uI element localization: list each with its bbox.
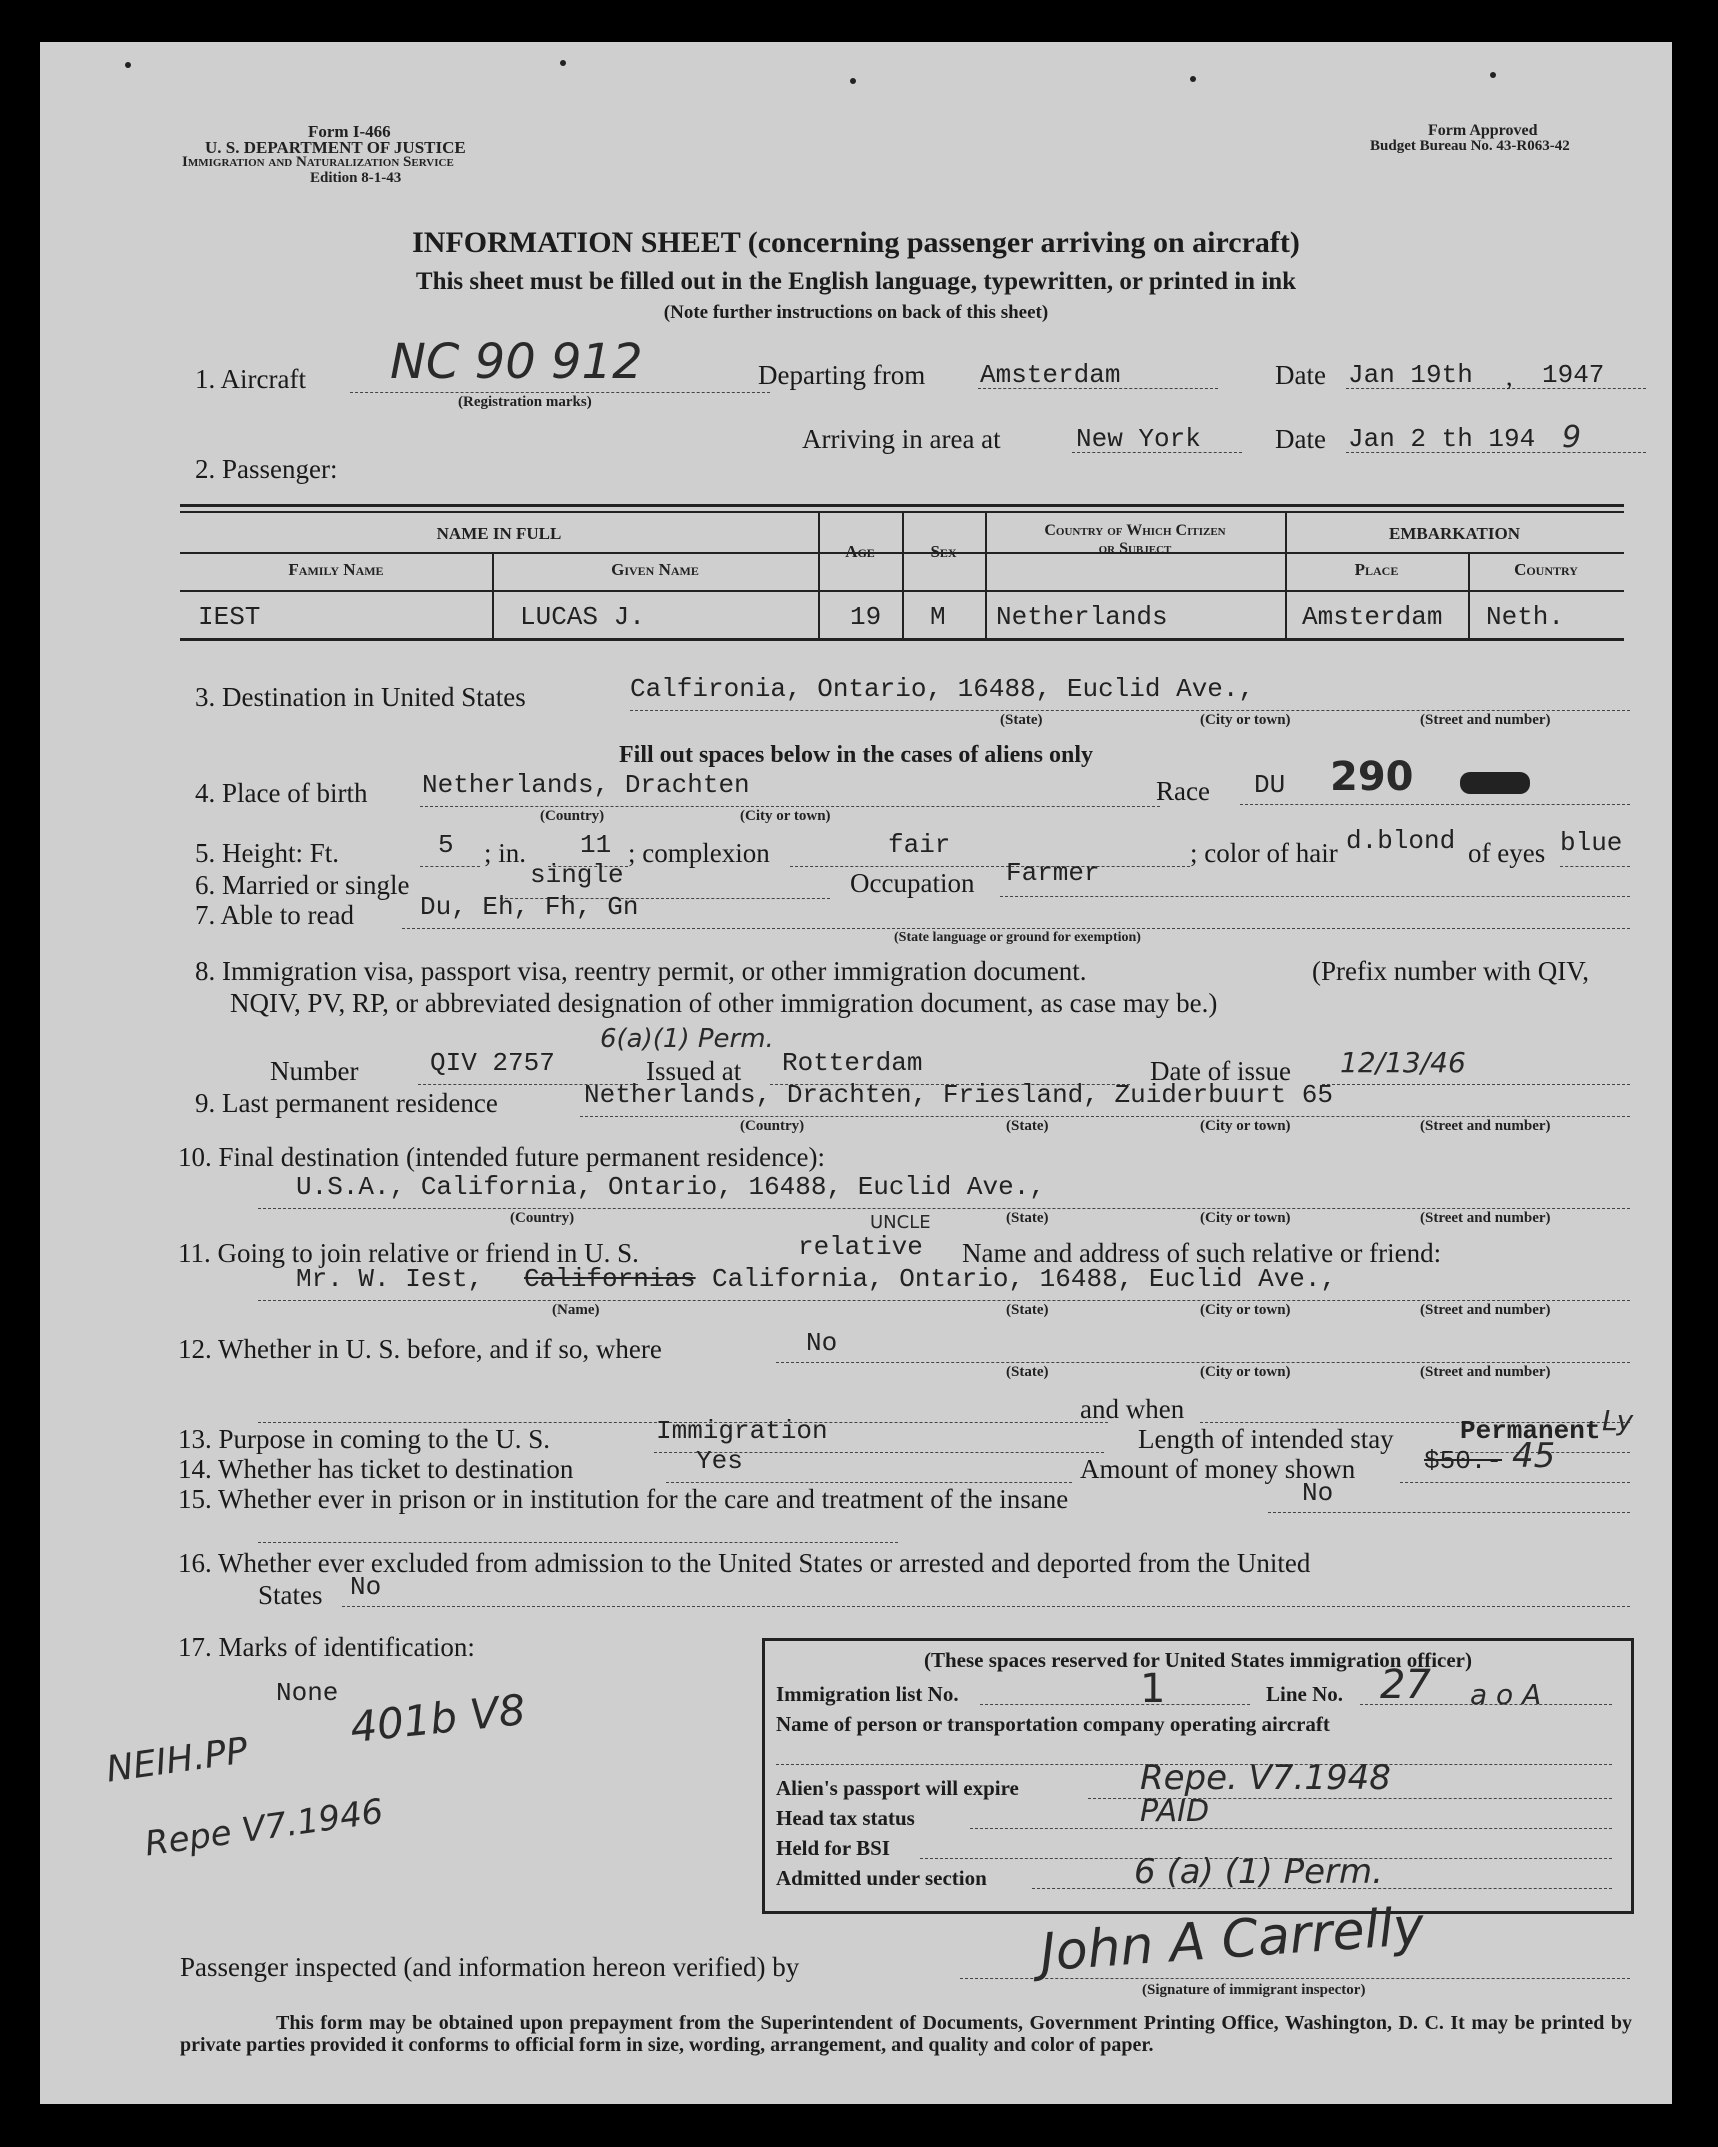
given-name: LUCAS J. bbox=[520, 602, 645, 632]
arriving-label: Arriving in area at bbox=[802, 424, 1001, 454]
form-note: (Note further instructions on back of this sheet) bbox=[663, 302, 1049, 323]
q8-label: 8. Immigration visa, passport visa, reentry permit, or other immigration document. bbox=[195, 956, 1087, 986]
departing-label: Departing from bbox=[758, 360, 926, 390]
cap-city: (City or town) bbox=[1200, 1364, 1291, 1380]
q17-label: 17. Marks of identification: bbox=[178, 1632, 475, 1662]
q3-label: 3. Destination in United States bbox=[195, 682, 526, 712]
budget-bureau: Budget Bureau No. 43-R063-42 bbox=[1370, 138, 1570, 154]
hair-label: ; color of hair bbox=[1190, 838, 1338, 868]
q16-label-2: States bbox=[258, 1580, 323, 1610]
cap-country: (Country) bbox=[510, 1210, 575, 1226]
has-ticket: Yes bbox=[696, 1446, 743, 1476]
final-destination: U.S.A., California, Ontario, 16488, Euclid Ave., bbox=[296, 1172, 1045, 1202]
col-country: Country bbox=[1514, 560, 1578, 579]
last-residence: Netherlands, Drachten, Friesland, Zuiderbuurt 65 bbox=[584, 1080, 1333, 1110]
q16-label: 16. Whether ever excluded from admission to the United States or arrested and deported from the United bbox=[178, 1548, 1311, 1578]
signature-caption: (Signature of immigrant inspector) bbox=[1142, 1982, 1366, 1998]
cap-street: (Street and number) bbox=[1420, 712, 1551, 728]
aliens-only-note: Fill out spaces below in the cases of aliens only bbox=[618, 742, 1093, 768]
cap-city: (City or town) bbox=[740, 808, 831, 824]
line-no: 27 bbox=[1380, 1662, 1431, 1708]
line-mark: a o A bbox=[1470, 1678, 1542, 1711]
occupation-label: Occupation bbox=[850, 868, 975, 898]
col-place: Place bbox=[1354, 560, 1399, 579]
eye-color: blue bbox=[1560, 828, 1623, 858]
marks-of-identification: None bbox=[276, 1678, 339, 1708]
head-tax-status: PAID bbox=[1140, 1794, 1210, 1829]
issued-at: Rotterdam bbox=[782, 1048, 923, 1078]
operator-label: Name of person or transportation company operating aircraft bbox=[776, 1712, 1330, 1736]
cap-street: (Street and number) bbox=[1420, 1118, 1551, 1134]
q13-label: 13. Purpose in coming to the U. S. bbox=[178, 1424, 550, 1454]
date-of-issue-label: Date of issue bbox=[1150, 1056, 1291, 1086]
eyes-label: of eyes bbox=[1468, 838, 1546, 868]
height-in: 11 bbox=[580, 830, 612, 860]
q10-label: 10. Final destination (intended future permanent residence): bbox=[178, 1142, 826, 1172]
date-arrival: Jan 2 th 194 bbox=[1348, 424, 1536, 454]
money-typed: $50.- bbox=[1424, 1446, 1503, 1476]
struck-text: Californias bbox=[524, 1264, 696, 1294]
prior-us-visit: No bbox=[806, 1328, 838, 1358]
cap-country: (Country) bbox=[740, 1118, 805, 1134]
year-departure: 1947 bbox=[1542, 360, 1605, 390]
year-prefix: , bbox=[1506, 362, 1513, 391]
date-dep-label: Date bbox=[1275, 360, 1326, 390]
uncle-annotation: UNCLE bbox=[870, 1212, 931, 1233]
complexion: fair bbox=[888, 830, 951, 860]
passport-expiry: Repe. V7.1948 bbox=[1140, 1758, 1391, 1798]
race-code: 290 bbox=[1330, 754, 1414, 800]
service: Immigration and Naturalization Service bbox=[182, 154, 454, 170]
purpose: Immigration bbox=[656, 1416, 828, 1446]
section-label: Admitted under section bbox=[776, 1866, 987, 1890]
edition: Edition 8-1-43 bbox=[310, 170, 402, 186]
aircraft-registration: NC 90 912 bbox=[390, 334, 643, 390]
q2-label: 2. Passenger: bbox=[195, 454, 338, 484]
prison-answer: No bbox=[1302, 1478, 1334, 1508]
line-no-label: Line No. bbox=[1266, 1682, 1344, 1706]
money-handwritten: 45 bbox=[1512, 1436, 1556, 1476]
table-bottom-rule bbox=[180, 638, 1624, 641]
number-label: Number bbox=[270, 1056, 359, 1086]
col-embarkation: EMBARKATION bbox=[1389, 524, 1520, 543]
age: 19 bbox=[850, 602, 882, 632]
stay-label: Length of intended stay bbox=[1138, 1424, 1394, 1454]
col-citizenship-2: or Subject bbox=[1098, 540, 1172, 557]
paper-speck bbox=[850, 78, 856, 84]
admitted-section: 6 (a) (1) Perm. bbox=[1134, 1852, 1383, 1892]
place-of-birth: Netherlands, Drachten bbox=[422, 770, 750, 800]
embark-country: Neth. bbox=[1486, 602, 1565, 632]
table-top-rule bbox=[180, 504, 1624, 507]
hw-note-3: Repe V7.1946 bbox=[142, 1791, 386, 1865]
inspector-signature: John A Carrelly bbox=[1038, 1896, 1426, 1984]
form-subtitle: This sheet must be filled out in the English language, typewritten, or printed in ink bbox=[415, 268, 1297, 295]
in-label: ; in. bbox=[484, 838, 527, 868]
q5-label: 5. Height: Ft. bbox=[195, 838, 340, 868]
inspection-label: Passenger inspected (and information hereon verified) by bbox=[180, 1952, 800, 1982]
form-title: INFORMATION SHEET (concerning passenger arriving on aircraft) bbox=[412, 226, 1300, 259]
and-when-label: and when bbox=[1080, 1394, 1185, 1424]
head-tax-label: Head tax status bbox=[776, 1806, 915, 1830]
paper-speck bbox=[1490, 72, 1496, 78]
col-name-in-full: NAME IN FULL bbox=[436, 524, 562, 543]
col-citizenship: Country of Which Citizen bbox=[1044, 522, 1226, 539]
issued-label: Issued at bbox=[646, 1056, 742, 1086]
date-departure: Jan 19th bbox=[1348, 360, 1473, 390]
bsi-label: Held for BSI bbox=[776, 1836, 890, 1860]
cap-state: (State) bbox=[1006, 1364, 1049, 1380]
cap-state: (State) bbox=[1006, 1118, 1049, 1134]
q14-label: 14. Whether has ticket to destination bbox=[178, 1454, 574, 1484]
passport-label: Alien's passport will expire bbox=[776, 1776, 1019, 1800]
relative-name: Mr. W. Iest, bbox=[296, 1264, 484, 1294]
visa-number: QIV 2757 bbox=[430, 1048, 555, 1078]
race: DU bbox=[1254, 770, 1286, 800]
height-ft: 5 bbox=[438, 830, 454, 860]
officer-box-title: (These spaces reserved for United States immigration officer) bbox=[923, 1648, 1472, 1672]
cap-street: (Street and number) bbox=[1420, 1364, 1551, 1380]
lang-caption: (State language or ground for exemption) bbox=[894, 930, 1141, 945]
q8-line2: NQIV, PV, RP, or abbreviated designation of other immigration document, as case may be.) bbox=[230, 988, 1218, 1018]
redaction-blot bbox=[1460, 772, 1530, 794]
embark-place: Amsterdam bbox=[1302, 602, 1443, 632]
cap-city: (City or town) bbox=[1200, 712, 1291, 728]
col-family-name: Family Name bbox=[288, 560, 384, 579]
hair-color: d.blond bbox=[1346, 826, 1456, 856]
family-name: IEST bbox=[198, 602, 261, 632]
list-no-label: Immigration list No. bbox=[776, 1682, 959, 1706]
visa-annotation: 6(a)(1) Perm. bbox=[600, 1024, 774, 1054]
departing-value: Amsterdam bbox=[980, 360, 1121, 390]
q11-label: 11. Going to join relative or friend in U. S. bbox=[178, 1238, 639, 1268]
list-no: 1 bbox=[1140, 1666, 1166, 1712]
excluded-answer: No bbox=[350, 1572, 382, 1602]
paper-speck bbox=[560, 60, 566, 66]
date-of-issue: 12/13/46 bbox=[1340, 1046, 1466, 1079]
registration-caption: (Registration marks) bbox=[458, 394, 592, 410]
footer-note: This form may be obtained upon prepayment from the Superintendent of Documents, Government Printing Office, Washington, D. C. It may be printed by private parties provided it conforms to official form in size, wording, arrangement, and quality and color of paper. bbox=[180, 2012, 1632, 2056]
q7-label: 7. Able to read bbox=[195, 900, 354, 930]
q12-label: 12. Whether in U. S. before, and if so, where bbox=[178, 1334, 662, 1364]
paper-speck bbox=[1190, 76, 1196, 82]
hw-note-1: NEIH.PP bbox=[103, 1730, 251, 1791]
cap-city: (City or town) bbox=[1200, 1118, 1291, 1134]
languages: Du, Eh, Fh, Gn bbox=[420, 892, 639, 922]
q6-label: 6. Married or single bbox=[195, 870, 410, 900]
complexion-label: ; complexion bbox=[628, 838, 770, 868]
department: U. S. DEPARTMENT OF JUSTICE bbox=[205, 138, 466, 157]
q8-prefix: (Prefix number with QIV, bbox=[1312, 956, 1589, 986]
cap-state: (State) bbox=[1006, 1210, 1049, 1226]
occupation: Farmer bbox=[1006, 858, 1100, 888]
stay-mark: Ly bbox=[1602, 1404, 1634, 1437]
cap-city: (City or town) bbox=[1200, 1210, 1291, 1226]
cap-state: (State) bbox=[1000, 712, 1043, 728]
year-arrival-correction: 9 bbox=[1562, 420, 1582, 455]
intended-stay: Permanent bbox=[1460, 1416, 1601, 1446]
col-age: Age bbox=[845, 542, 875, 561]
q9-label: 9. Last permanent residence bbox=[195, 1088, 498, 1118]
q15-label: 15. Whether ever in prison or in institution for the care and treatment of the insane bbox=[178, 1484, 1069, 1514]
hw-note-2: 401b V8 bbox=[347, 1684, 528, 1753]
col-given-name: Given Name bbox=[611, 560, 699, 579]
relative-name-label: Name and address of such relative or friend: bbox=[962, 1238, 1442, 1268]
arriving-value: New York bbox=[1076, 424, 1201, 454]
paper-speck bbox=[125, 62, 131, 68]
cap-street: (Street and number) bbox=[1420, 1302, 1551, 1318]
relation: relative bbox=[798, 1232, 923, 1262]
marital-status: single bbox=[530, 860, 624, 890]
sex: M bbox=[930, 602, 946, 632]
relative-address: California, Ontario, 16488, Euclid Ave., bbox=[712, 1264, 1337, 1294]
col-sex: Sex bbox=[930, 542, 957, 561]
q1-label: 1. Aircraft bbox=[195, 364, 306, 394]
cap-street: (Street and number) bbox=[1420, 1210, 1551, 1226]
citizenship: Netherlands bbox=[996, 602, 1168, 632]
q4-label: 4. Place of birth bbox=[195, 778, 368, 808]
form-approved: Form Approved bbox=[1428, 122, 1538, 139]
form-sheet bbox=[40, 42, 1672, 2104]
cap-country: (Country) bbox=[540, 808, 605, 824]
date-arr-label: Date bbox=[1275, 424, 1326, 454]
cap-state: (State) bbox=[1006, 1302, 1049, 1318]
form-number: Form I-466 bbox=[308, 122, 391, 141]
cap-name: (Name) bbox=[552, 1302, 600, 1318]
money-label: Amount of money shown bbox=[1080, 1454, 1356, 1484]
race-label: Race bbox=[1156, 776, 1210, 806]
destination-us: Calfironia, Ontario, 16488, Euclid Ave., bbox=[630, 674, 1255, 704]
cap-city: (City or town) bbox=[1200, 1302, 1291, 1318]
